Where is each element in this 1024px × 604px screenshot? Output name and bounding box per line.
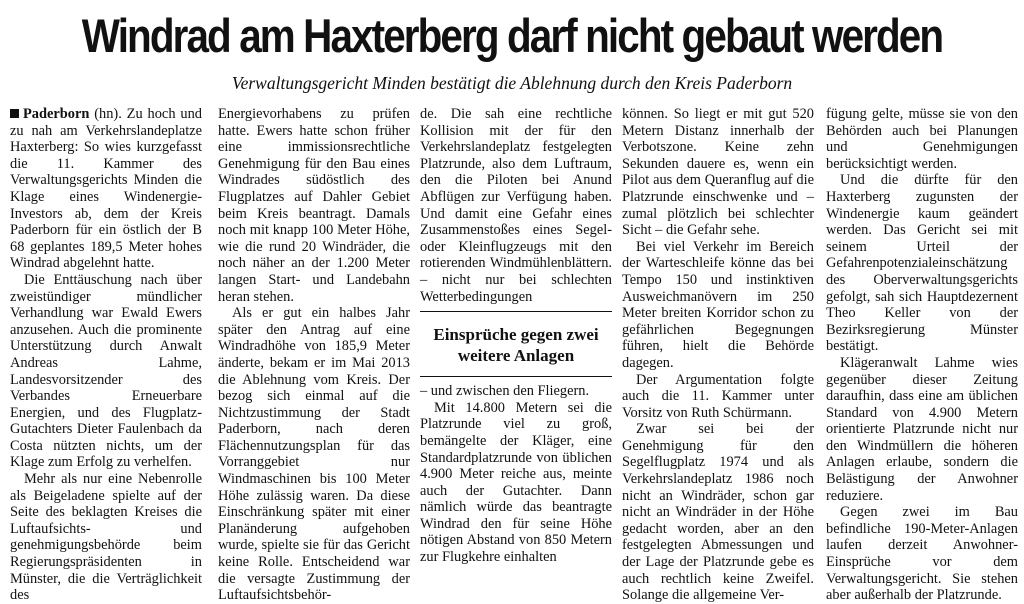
article-column-5 (826, 106, 1018, 604)
paragraph: Gegen zwei im Bau befindliche 190-Meter-Anlagen laufen derzeit Anwohner-Einsprüche vor dem Verwaltungsgericht. Sie stehen aber außerhalb der Platzrunde. (826, 504, 1018, 604)
paragraph: Die Enttäuschung nach über zweistündiger mündlicher Verhandlung war Ewald Ewers anzusehen. Auch die prominente Unterstützung durch Anwalt Andreas Lahme, Landesvorsitzender des Verbandes Erneuerbare Energien, und des Flugplatz-Gutachters Dieter Faulenbach da Costa nützten nichts, um der Klage zum Erfolg zu verhelfen. (10, 271, 202, 471)
paragraph: – und zwischen den Fliegern. (420, 383, 590, 400)
paragraph-text: (hn). Zu hoch und zu nah am Verkehrslandeplatze Haxterberg: So wies kurzgefasst die 11. Kammer des Verwaltungsgerichts Minden die Klage eines Windenergie-Investors ab, dem der Kreis Paderborn für ein östlich der B 68 geplantes 189,5 Meter hohes Windrad abgelehnt hatte. (10, 106, 202, 272)
paragraph: Der Argumentation folgte auch die 11. Kammer unter Vorsitz von Ruth Schürmann. (622, 371, 814, 421)
article-column-3 (420, 106, 612, 566)
paragraph: Mit 14.800 Metern sei die Platzrunde viel zu groß, bemängelte der Kläger, eine Standardplatzrunde von üblichen 4.900 Meter reiche aus, meinte auch der Gutachter. Dann nämlich würde das beantragte Windrad den für seine Höhe nötigen Abstand von 850 Metern zur Flugkehre einhalten (420, 399, 612, 566)
paragraph: Zwar sei bei der Genehmigung für den Segelflugplatz 1974 und als Verkehrslandeplatz 1986 noch nicht an Windräder, schon gar nicht an Windräder in der Höhe gedacht worden, aber an den festgelegten Abmessungen und der Lage der Platzrunde gebe es auch rechtlich keine Zweifel. Solange die allgemeine Ver- (622, 421, 814, 604)
intermediate-heading: Einsprüche gegen zwei weitere Anlagen (420, 311, 612, 377)
article-column-2 (218, 106, 410, 604)
article-subheadline: Verwaltungsgericht Minden bestätigt die Ablehnung durch den Kreis Paderborn (231, 73, 793, 93)
article-headline: Windrad am Haxterberg darf nicht gebaut werden (81, 9, 943, 62)
paragraph: de. Die sah eine rechtliche Kollision mit der für den Verkehrslandeplatz festgelegten Platzrunde, also dem Luftraum, den die Piloten bei Anund Abflügen zur Verfügung haben. Und damit eine Gefahr eines Zusammenstoßes eines Segel- oder Kleinflugzeugs mit den rotierenden Windmühlenblättern. – nicht nur bei schlechten Wetterbedingungen (420, 106, 612, 305)
paragraph: können. So liegt er mit gut 520 Metern Distanz innerhalb der Verbotszone. Keine zehn Sekunden dauere es, wenn ein Pilot aus dem Queranflug auf die Platzrunde einschwenke und – zumal plötzlich bei schlechter Sicht – die Gefahr sehe. (622, 106, 814, 239)
article-column-1 (10, 106, 202, 604)
paragraph: Als er gut ein halbes Jahr später den Antrag auf eine Windradhöhe von 185,9 Meter änderte, bekam er im Mai 2013 die Ablehnung vom Kreis. Der bezog sich einmal auf die Nichtzustimmung der Stadt Paderborn, nach deren Flächennutzungsplan für das Vorranggebiet nur Windmaschinen bis 100 Meter Höhe zulässig waren. Da diese Einschränkung später mit einer Planänderung aufgehoben wurde, spielte sie für das Gericht keine Rolle. Entscheidend war die versagte Zustimmung der Luftaufsichtsbehör- (218, 305, 410, 604)
article-column-4 (622, 106, 814, 604)
square-bullet-icon (10, 109, 19, 118)
paragraph: Klägeranwalt Lahme wies gegenüber dieser Zeitung daraufhin, dass eine am üblichen Standard von 4.900 Metern orientierte Platzrunde nicht nur den Windmüllern die höheren Anlagen erlaube, sondern die Belästigung der Anwohner reduziere. (826, 354, 1018, 504)
paragraph (10, 106, 202, 272)
paragraph: Mehr als nur eine Nebenrolle als Beigeladene spielte auf der Seite des beklagten Kreises die Luftaufsichts- und genehmigungsbehörde beim Regierungspräsidenten in Münster, die die Verträglichkeit des (10, 471, 202, 604)
dateline: Paderborn (23, 106, 90, 122)
paragraph: Energievorhabens zu prüfen hatte. Ewers hatte schon früher eine immissionsrechtliche Genehmigung für den Bau eines Windrades südöstlich des Flugplatzes auf Dahler Gebiet beim Kreis beantragt. Damals noch mit knapp 100 Meter Höhe, wie die rund 20 Windräder, die noch näher an der 1.200 Meter langen Start- und Landebahn heran stehen. (218, 106, 410, 305)
paragraph: Bei viel Verkehr im Bereich der Warteschleife könne das bei Tempo 150 und instinktiven Ausweichmanövern im 250 Meter breiten Korridor schon zu gefährlichen Begegnungen führen, hielt die Behörde dagegen. (622, 238, 814, 371)
paragraph: fügung gelte, müsse sie von den Behörden auch bei Planungen und Genehmigungen berücksichtigt werden. (826, 106, 1018, 172)
paragraph: Und die dürfte für den Haxterberg zugunsten der Windenergie kaum geändert werden. Das Gericht sei mit seinem Urteil der Gefahrenpotenzialeinschätzung des Oberverwaltungsgerichts gefolgt, sah sich Hauptdezernent Theo Keller von der Bezirksregierung Münster bestätigt. (826, 172, 1018, 355)
